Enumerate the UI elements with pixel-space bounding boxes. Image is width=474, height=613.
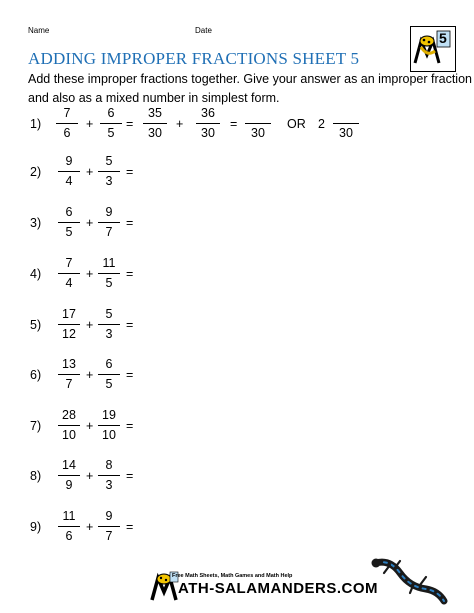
numerator: 9 <box>65 154 73 168</box>
whole-number: 2 <box>318 117 325 131</box>
fraction-a <box>57 256 81 292</box>
footer-tagline: Free Math Sheets, Math Games and Math Help <box>172 573 293 579</box>
fraction-bar <box>143 123 167 124</box>
problem-2 <box>0 154 474 190</box>
fraction-bar <box>98 526 120 527</box>
equals-sign: = <box>126 520 134 534</box>
problem-number: 5) <box>30 318 42 332</box>
fraction-a <box>57 408 81 444</box>
numerator: 17 <box>62 307 76 321</box>
fraction-bar <box>58 425 80 426</box>
numerator: 36 <box>201 106 215 120</box>
problem-9 <box>0 509 474 545</box>
equals-sign: = <box>126 318 134 332</box>
fraction-bar <box>58 171 80 172</box>
equals-sign: = <box>126 419 134 433</box>
fraction-bar <box>98 171 120 172</box>
salamander-icon <box>370 555 448 605</box>
numerator: 35 <box>148 106 162 120</box>
fraction-b <box>97 256 121 292</box>
fraction-bar <box>58 273 80 274</box>
numerator: 6 <box>105 357 113 371</box>
problem-6 <box>0 357 474 393</box>
numerator: 7 <box>63 106 71 120</box>
equals-sign: = <box>126 368 134 382</box>
fraction-4 <box>195 106 221 142</box>
denominator: 7 <box>65 377 73 391</box>
problem-number: 8) <box>30 469 42 483</box>
denominator: 6 <box>65 529 73 543</box>
plus-sign: + <box>86 267 94 281</box>
mixed-fraction <box>332 106 360 142</box>
denominator: 7 <box>105 529 113 543</box>
grade-number: 5 <box>439 30 447 46</box>
fraction-b <box>97 408 121 444</box>
instructions-line-2: and also as a mixed number in simplest form. <box>28 91 280 105</box>
numerator: 19 <box>102 408 116 422</box>
fraction-b <box>97 154 121 190</box>
denominator: 30 <box>201 126 215 140</box>
denominator: 4 <box>65 276 73 290</box>
problem-number: 2) <box>30 165 42 179</box>
problem-3 <box>0 205 474 241</box>
fraction-bar <box>98 222 120 223</box>
answer-fraction <box>244 106 272 142</box>
problem-8 <box>0 458 474 494</box>
plus-sign: + <box>86 419 94 433</box>
denominator: 5 <box>105 377 113 391</box>
fraction-bar <box>58 475 80 476</box>
fraction-bar <box>98 475 120 476</box>
denominator: 10 <box>102 428 116 442</box>
denominator: 7 <box>105 225 113 239</box>
denominator: 5 <box>107 126 115 140</box>
equals-sign: = <box>126 216 134 230</box>
name-label: Name <box>28 26 50 35</box>
denominator: 3 <box>105 174 113 188</box>
fraction-bar <box>58 324 80 325</box>
numerator: 13 <box>62 357 76 371</box>
numerator: 6 <box>107 106 115 120</box>
problem-4 <box>0 256 474 292</box>
fraction-b <box>97 357 121 393</box>
denominator: 3 <box>105 327 113 341</box>
numerator: 11 <box>102 256 116 270</box>
numerator: 6 <box>65 205 73 219</box>
worked-example <box>0 106 474 142</box>
fraction-a <box>57 357 81 393</box>
equals-sign: = <box>126 165 134 179</box>
fraction-a <box>57 205 81 241</box>
denominator: 5 <box>65 225 73 239</box>
fraction-bar <box>196 123 220 124</box>
fraction-bar <box>333 123 359 124</box>
fraction-bar <box>58 526 80 527</box>
fraction-a <box>57 509 81 545</box>
problem-5 <box>0 307 474 343</box>
fraction-bar <box>98 425 120 426</box>
plus-sign: + <box>86 216 94 230</box>
footer-brand: ATH-SALAMANDERS.COM <box>178 580 379 597</box>
fraction-bar <box>100 123 122 124</box>
problem-number: 6) <box>30 368 42 382</box>
denominator: 10 <box>62 428 76 442</box>
plus-sign: + <box>86 117 94 131</box>
equals-sign: = <box>126 117 134 131</box>
problem-number: 7) <box>30 419 42 433</box>
or-label: OR <box>287 117 306 131</box>
fraction-3 <box>142 106 168 142</box>
numerator: 8 <box>105 458 113 472</box>
fraction-a <box>57 307 81 343</box>
fraction-bar <box>98 324 120 325</box>
numerator: 28 <box>62 408 76 422</box>
fraction-b <box>97 509 121 545</box>
fraction-b <box>97 458 121 494</box>
numerator: 7 <box>65 256 73 270</box>
page-title: ADDING IMPROPER FRACTIONS SHEET 5 <box>28 49 360 68</box>
denominator: 6 <box>63 126 71 140</box>
math-salamander-logo-icon <box>410 26 456 72</box>
denominator: 9 <box>65 478 73 492</box>
denominator: 30 <box>251 126 265 140</box>
fraction-bar <box>98 374 120 375</box>
numerator: 9 <box>105 205 113 219</box>
problem-number: 4) <box>30 267 42 281</box>
date-label: Date <box>195 26 212 35</box>
plus-sign: + <box>86 318 94 332</box>
denominator: 30 <box>339 126 353 140</box>
fraction-b <box>97 205 121 241</box>
problem-number: 3) <box>30 216 42 230</box>
numerator: 9 <box>105 509 113 523</box>
fraction-bar <box>58 374 80 375</box>
problem-number: 1) <box>30 117 42 131</box>
equals-sign: = <box>126 469 134 483</box>
fraction-a <box>57 458 81 494</box>
denominator: 12 <box>62 327 76 341</box>
fraction-bar <box>98 273 120 274</box>
problem-7 <box>0 408 474 444</box>
denominator: 4 <box>65 174 73 188</box>
equals-sign: = <box>126 267 134 281</box>
numerator: 11 <box>62 509 76 523</box>
fraction-bar <box>245 123 271 124</box>
fraction-bar <box>58 222 80 223</box>
plus-sign: + <box>86 165 94 179</box>
numerator: 5 <box>105 307 113 321</box>
numerator: 5 <box>105 154 113 168</box>
fraction-2 <box>99 106 123 142</box>
numerator: 14 <box>62 458 76 472</box>
equals-sign: = <box>230 117 238 131</box>
denominator: 30 <box>148 126 162 140</box>
instructions-line-1: Add these improper fractions together. Give your answer as an improper fraction <box>28 72 472 86</box>
fraction-bar <box>56 123 78 124</box>
plus-sign: + <box>176 117 184 131</box>
denominator: 5 <box>105 276 113 290</box>
plus-sign: + <box>86 368 94 382</box>
fraction-a <box>57 154 81 190</box>
denominator: 3 <box>105 478 113 492</box>
plus-sign: + <box>86 520 94 534</box>
plus-sign: + <box>86 469 94 483</box>
problem-number: 9) <box>30 520 42 534</box>
fraction-1 <box>55 106 79 142</box>
fraction-b <box>97 307 121 343</box>
